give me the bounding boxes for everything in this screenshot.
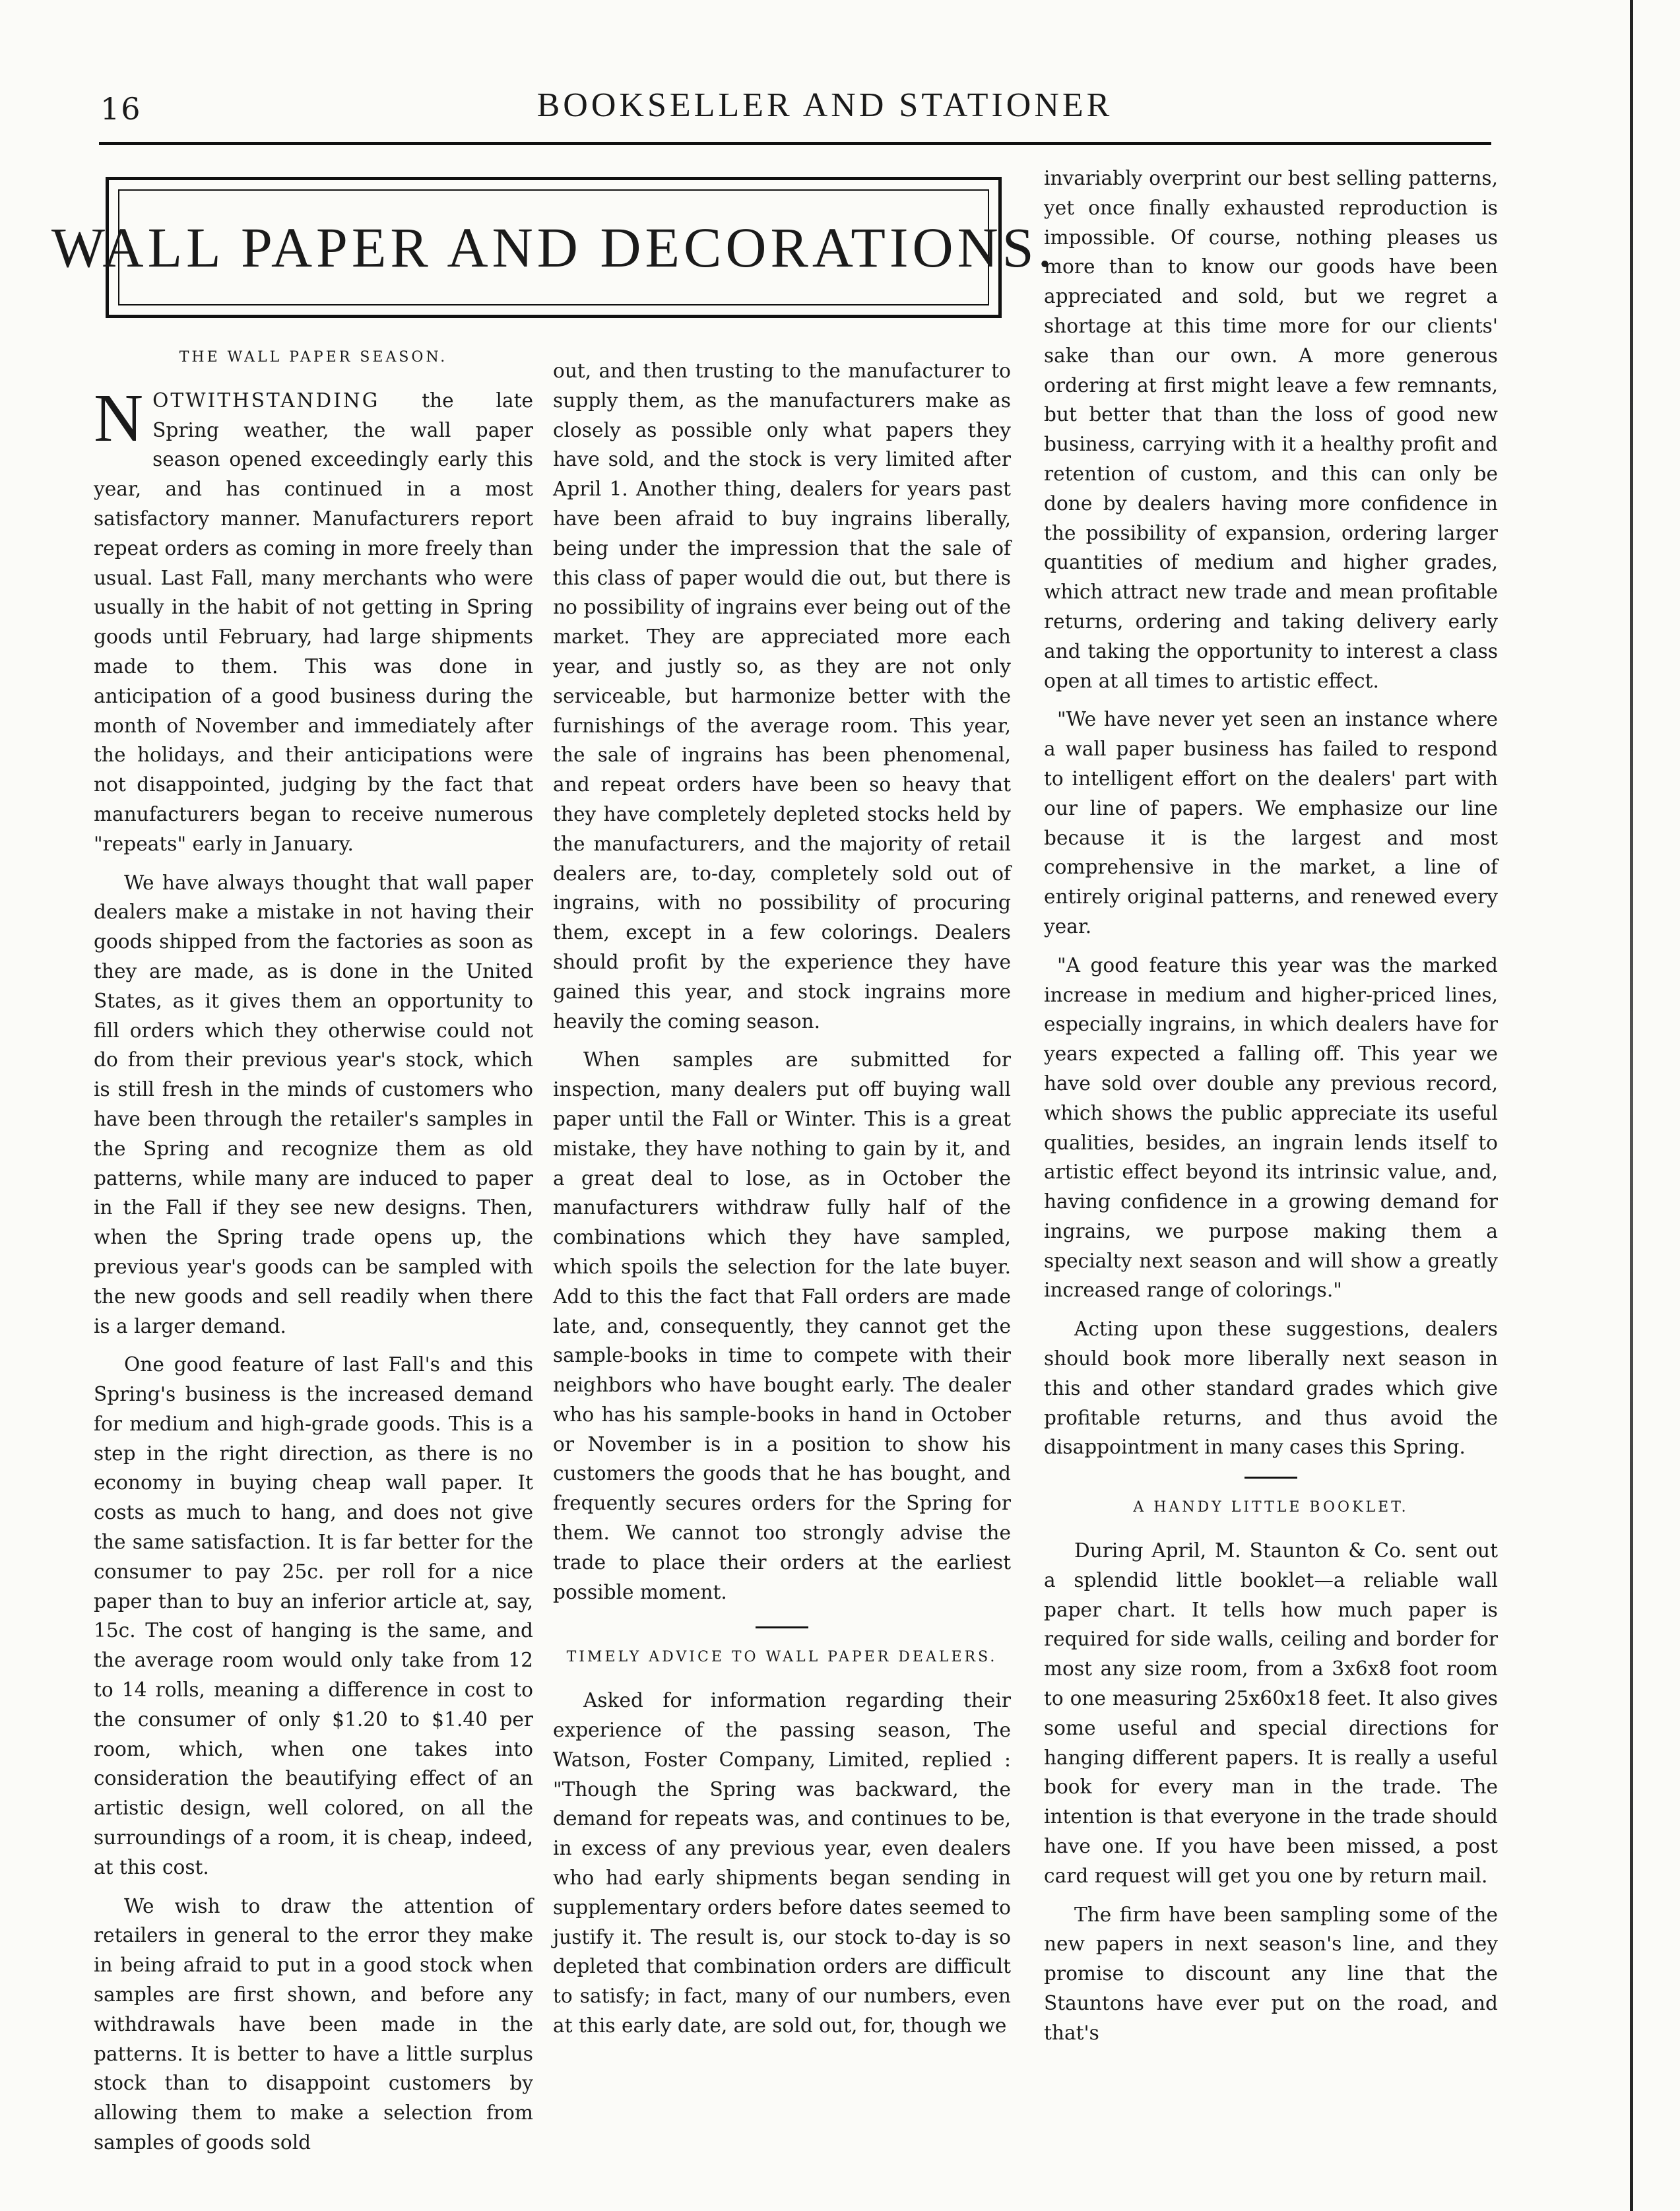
- paragraph: During April, M. Staunton & Co. sent out a splendid little booklet—a reliable wall paper chart. It tells how much paper is required for side walls, ceiling and border for most any size room, from a 3x6x8 foot room to one measuring 25x60x18 feet. It also gives some useful and special directions for hanging different papers. It is really a useful book for every man in the trade. The intention is that everyone in the trade should have one. If you have been missed, a post card request will get you one by return mail.: [1044, 1539, 1498, 1887]
- paragraph: [94, 379, 533, 859]
- paragraph: We have always thought that wall paper dealers make a mistake in not having their goods shipped from the factories as soon as they are made, as is done in the United States, as it gives them an opportunity to fill orders which they otherwise could not do from their previous year's stock, which is still fresh in the minds of customers who have been through the retailer's samples in the Spring and recognize them as old patterns, while many are induced to paper in the Fall if they see new designs. Then, when the Spring trade opens up, the previous year's goods can be sampled with the new goods and sell readily when there is a larger demand.: [94, 871, 533, 1337]
- page-number: 16: [100, 91, 142, 127]
- drop-cap: N: [94, 379, 144, 456]
- column-1: [94, 343, 533, 2167]
- section-heading-handy-booklet: A HANDY LITTLE BOOKLET.: [1133, 1499, 1409, 1516]
- paragraph: out, and then trusting to the manufacturer to supply them, as the manufacturers make as closely as possible only what papers they have sold, and the stock is very limited after April 1. Another thing, dealers for years past have been afraid to buy ingrains liberally, being under the impression that the sale of this class of paper would die out, but there is no possibility of ingrains ever being out of the market. They are appreciated more each year, and justly so, as they are not only serviceable, but harmonize better with the furnishings of the average room. This year, the sale of ingrains has been phenomenal, and repeat orders have been so heavy that they have completely depleted stocks held by the manufacturers, and the majority of retail dealers are, to-day, completely sold out of ingrains, with no possibility of procuring them, except in a few colorings. Dealers should profit by the experience they have gained this year, and stock ingrains more heavily the coming season.: [553, 360, 1011, 1033]
- running-head: BOOKSELLER AND STATIONER: [536, 86, 1113, 124]
- paragraph: When samples are submitted for inspection, many dealers put off buying wall paper until the Fall or Winter. This is a great mistake, they have nothing to gain by it, and a great deal to lose, as in October the manufacturers withdraw fully half of the combinations which they have sampled, which spoils the selection for the late buyer. Add to this the fact that Fall orders are made late, and, consequently, they cannot get the sample-books in time to compete with their neighbors who have bought early. The dealer who has his sample-books in hand in October or November is in a position to show his customers the goods that he has bought, and frequently secures orders for the Spring for them. We cannot too strongly advise the trade to place their orders at the earliest possible moment.: [553, 1048, 1011, 1603]
- paragraph-text: the late Spring weather, the wall paper season opened exceedingly early this year, and has continued in a most satisfactory manner. Manufacturers report repeat orders as coming in more freely than usual. Last Fall, many merchants who were usually in the habit of not getting in Spring goods until February, had large shipments made to them. This was done in anticipation of a good business during the month of November and immediately after the holidays, and their anticipations were not disappointed, judging by the fact that manufacturers began to receive numerous "repeats" early in January.: [94, 389, 533, 855]
- head-rule: [99, 142, 1491, 145]
- paragraph: The firm have been sampling some of the new papers in next season's line, and they promise to discount any line that the Stauntons have ever put on the road, and that's: [1044, 1903, 1498, 2044]
- paragraph: invariably overprint our best selling patterns, yet once finally exhausted reproduction is impossible. Of course, nothing pleases us more than to know our goods have been appreciated and sold, but we regret a shortage at this time more for our clients' sake than our own. A more generous ordering at first might leave a few remnants, but better that than the loss of good new business, carrying with it a healthy profit and retention of custom, and this can only be done by dealers having more confidence in the possibility of expansion, ordering larger quantities of medium and higher grades, which attract new trade and mean profitable returns, ordering and taking delivery early and taking the opportunity to interest a class open at all times to artistic effect.: [1044, 167, 1498, 692]
- section-heading-timely-advice: TIMELY ADVICE TO WALL PAPER DEALERS.: [566, 1649, 998, 1666]
- paragraph: "A good feature this year was the marked increase in medium and higher-priced lines, especially ingrains, in which dealers have for years expected a falling off. This year we have sold over double any previous record, which shows the public appreciate its useful qualities, besides, an ingrain lends itself to artistic effect beyond its intrinsic value, and, having confidence in a growing demand for ingrains, we purpose making them a specialty next season and will show a greatly increased range of colorings.": [1044, 953, 1498, 1302]
- paragraph: One good feature of last Fall's and this Spring's business is the increased demand for medium and high-grade goods. This is a step in the right direction, as there is no economy in buying cheap wall paper. It costs as much to hang, and does not give the same satisfaction. It is far better for the consumer to pay 25c. per roll for a nice paper than to buy an inferior article at, say, 15c. The cost of hanging is the same, and the average room would only take from 12 to 14 rolls, meaning a difference in cost to the consumer of only $1.20 to $1.40 per room, which, when one takes into consideration the beautifying effect of an artistic design, well colored, on all the surroundings of a room, it is cheap, indeed, at this cost.: [94, 1353, 533, 1878]
- column-2: [553, 356, 1011, 2050]
- paragraph: Asked for information regarding their experience of the passing season, The Watson, Foster Company, Limited, replied : "Though the Spring was backward, the demand for repeats was, and continues to be, in excess of any previous year, even dealers who had early shipments began sending in supplementary orders before dates seemed to justify it. The result is, our stock to-day is so depleted that combination orders are difficult to satisfy; in fact, many of our numbers, even at this early date, are sold out, for, though we: [553, 1689, 1011, 2037]
- paragraph: Acting upon these suggestions, dealers should book more liberally next season in this and other standard grades which give profitable returns, and thus avoid the disappointment in many cases this Spring.: [1044, 1318, 1498, 1459]
- section-heading-wall-paper-season: THE WALL PAPER SEASON.: [179, 349, 448, 366]
- paragraph: We wish to draw the attention of retailers in general to the error they make in being afraid to put in a good stock when samples are first shown, and before any withdrawals have been made in the patterns. It is better to have a little surplus stock than to disappoint customers by allowing them to make a selection from samples of goods sold: [94, 1894, 533, 2154]
- smallcaps-lead: OTWITHSTANDING: [152, 389, 380, 412]
- page-edge-line: [1630, 0, 1633, 2211]
- article-title: WALL PAPER AND DECORATIONS.: [51, 216, 1056, 279]
- title-box: [51, 177, 1056, 318]
- title-box-inner: [51, 189, 1056, 305]
- separator-rule: [1244, 1477, 1297, 1479]
- separator-rule: [756, 1626, 808, 1628]
- paragraph: "We have never yet seen an instance where a wall paper business has failed to respond to intelligent effort on the dealers' part with our line of papers. We emphasize our line because it is the largest and most comprehensive in the market, a line of entirely original patterns, and renewed every year.: [1044, 708, 1498, 938]
- column-3: [1044, 164, 1498, 2057]
